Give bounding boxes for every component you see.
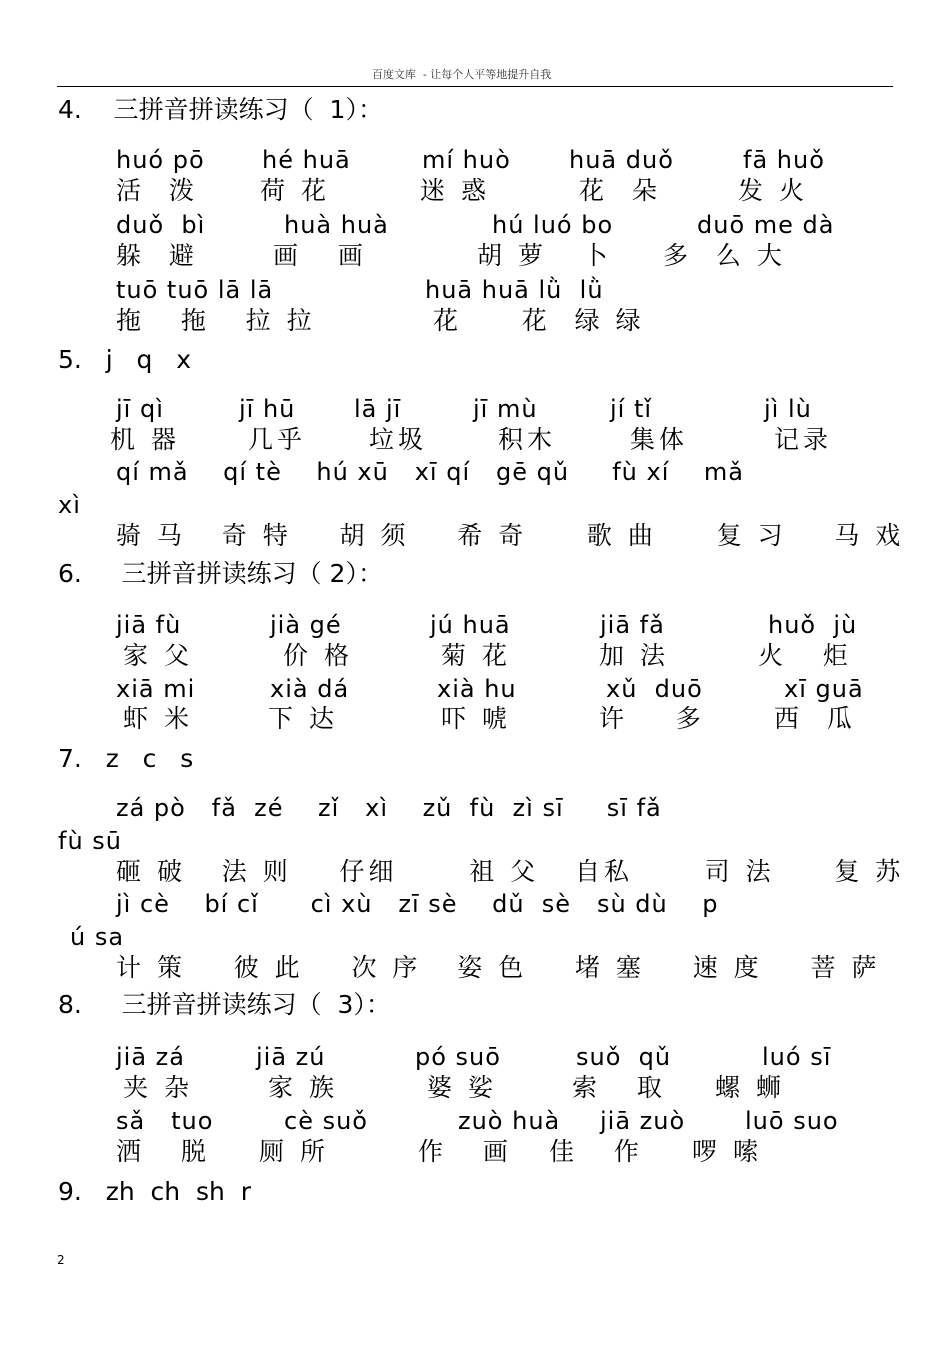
pinyin-word: jiā zá [116,1043,185,1071]
pinyin-word: duō me dà [697,211,835,239]
hanzi-word: 索 取 [572,1073,666,1102]
hanzi-word: 发 火 [738,176,808,205]
hanzi-word: 记录 [774,425,833,454]
pinyin-word: luō suo [745,1107,839,1135]
pinyin-word: zuò huà [458,1107,561,1135]
hanzi-word: 胡 萝 卜 [477,241,612,270]
hanzi-word: 下 达 [268,704,338,733]
pinyin-word: jià gé [270,611,342,639]
hanzi-word: 佳 作 [549,1137,643,1166]
pinyin-word: jiā fù [116,611,182,639]
hanzi-word: 虾 米 [123,704,193,733]
hanzi-word: 洒 脱 [116,1137,210,1166]
pinyin-line: qí mǎ qí tè hú xū xī qí gē qǔ fù xí mǎ [116,458,744,486]
pinyin-word: luó sī [762,1043,832,1071]
pinyin-word: hú luó bo [492,211,614,239]
page-header: 百度文库 - 让每个人平等地提升自我 [372,68,552,81]
pinyin-word: sǎ tuo [116,1107,214,1135]
header-rule [57,86,893,87]
pinyin-word: jiā zú [256,1043,326,1071]
pinyin-word: huǒ jù [768,611,858,639]
hanzi-word: 花 朵 [579,176,661,205]
hanzi-word: 啰 嗦 [692,1137,762,1166]
pinyin-line-wrap: ú sa [70,923,125,951]
hanzi-word: 活 泼 [116,176,198,205]
pinyin-word: huā huā lǜ lǜ [425,276,604,304]
section-6-title: 6. 三拼音拼读练习（ 2）： [58,559,383,588]
pinyin-word: huó pō [116,146,205,174]
hanzi-word: 西 瓜 [774,704,856,733]
pinyin-word: jī mù [473,395,538,423]
pinyin-word: xǔ duō [606,675,703,703]
hanzi-word: 家 族 [268,1073,338,1102]
hanzi-line: 骑 马 奇 特 胡 须 希 奇 歌 曲 复 习 马 戏 [116,521,905,550]
hanzi-word: 荷 花 [260,176,330,205]
hanzi-word: 家 父 [123,641,193,670]
pinyin-word: jiā zuò [600,1107,686,1135]
hanzi-word: 多 么 大 [663,241,786,270]
pinyin-word: lā jī [354,395,402,423]
hanzi-word: 婆 娑 [427,1073,497,1102]
section-9-title: 9. zh ch sh r [58,1177,252,1206]
pinyin-word: jí tǐ [610,395,653,423]
pinyin-line-wrap: fù sū [58,827,123,855]
hanzi-word: 价 格 [283,641,353,670]
hanzi-word: 集体 [630,425,689,454]
section-7-title: 7. z c s [58,744,194,773]
hanzi-word: 螺 蛳 [715,1073,785,1102]
hanzi-word: 火 炬 [758,641,852,670]
pinyin-word: xià hu [437,675,517,703]
hanzi-word: 花 花 绿 绿 [433,306,645,335]
section-8-title: 8. 三拼音拼读练习（ 3）： [58,990,391,1019]
pinyin-word: duǒ bì [116,211,206,239]
pinyin-word: cè suǒ [284,1107,368,1135]
pinyin-word: pó suō [415,1043,501,1071]
section-4-title: 4. 三拼音拼读练习（ 1）： [58,95,383,124]
hanzi-word: 许 多 [599,704,705,733]
hanzi-word: 垃圾 [369,425,428,454]
hanzi-word: 躲 避 [116,241,198,270]
section-5-title: 5. j q x [58,345,191,374]
hanzi-word: 吓 唬 [441,704,511,733]
pinyin-line-wrap: xì [58,491,81,519]
hanzi-word: 几乎 [248,425,307,454]
pinyin-word: fā huǒ [743,146,825,174]
pinyin-word: jī hū [239,395,296,423]
page-number: 2 [57,1253,65,1267]
pinyin-word: jì lù [764,395,812,423]
pinyin-word: xià dá [270,675,350,703]
hanzi-word: 画 画 [273,241,367,270]
hanzi-word: 积木 [498,425,557,454]
pinyin-word: jú huā [430,611,511,639]
hanzi-word: 加 法 [599,641,669,670]
hanzi-word: 厕 所 [259,1137,329,1166]
pinyin-word: suǒ qǔ [576,1043,672,1071]
hanzi-word: 拖 拖 拉 拉 [116,306,316,335]
hanzi-word: 夹 杂 [123,1073,193,1102]
pinyin-word: huā duǒ [569,146,674,174]
hanzi-line: 砸 破 法 则 仔细 祖 父 自私 司 法 复 苏 [116,857,905,886]
hanzi-word: 菊 花 [441,641,511,670]
pinyin-word: jī qì [116,395,164,423]
pinyin-line: zá pò fǎ zé zǐ xì zǔ fù zì sī sī fǎ [116,794,662,822]
pinyin-word: xī guā [784,675,864,703]
hanzi-word: 作 画 [418,1137,512,1166]
pinyin-word: huà huà [284,211,389,239]
pinyin-word: jiā fǎ [600,611,665,639]
hanzi-word: 机 器 [110,425,180,454]
pinyin-word: mí huò [422,146,511,174]
hanzi-word: 迷 惑 [420,176,490,205]
pinyin-word: hé huā [262,146,351,174]
hanzi-line: 计 策 彼 此 次 序 姿 色 堵 塞 速 度 菩 萨 [116,953,881,982]
pinyin-word: tuō tuō lā lā [116,276,274,304]
pinyin-line: jì cè bí cǐ cì xù zī sè dǔ sè sù dù p [116,890,719,918]
pinyin-word: xiā mi [116,675,196,703]
